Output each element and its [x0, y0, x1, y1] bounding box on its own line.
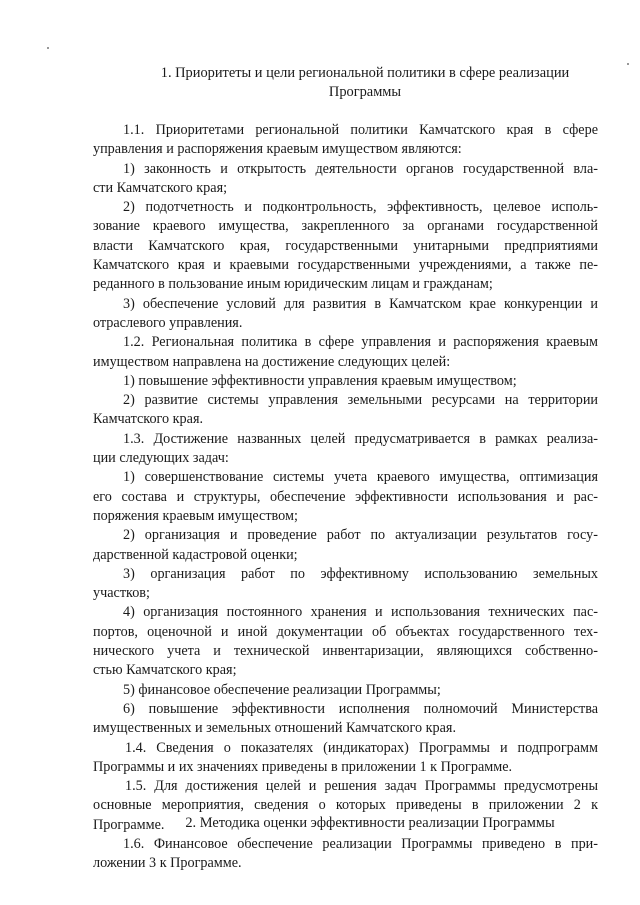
section-1-body [93, 121, 598, 874]
text-line: Камчатского края и краевыми государственными учреждениями, а также пе- [93, 257, 598, 274]
text-line: ложении 3 к Программе. [93, 855, 242, 872]
text-line: 1.5. Для достижения целей и решения задач Программы предусмотрены [125, 778, 598, 795]
text-line: Программе. [93, 816, 165, 833]
text-line: 3) обеспечение условий для развития в Камчатском крае конкуренции и [123, 295, 598, 312]
text-line: управления и распоряжения краевым имуществом являются: [93, 141, 462, 158]
text-line: Камчатского края. [93, 411, 204, 428]
scan-speck [47, 47, 49, 49]
text-line: реданного в пользование иным юридическим лицам и гражданам; [93, 276, 493, 293]
text-line: 2) подотчетность и подконтрольность, эффективность, целевое исполь- [123, 199, 598, 216]
text-line: ции следующих задач: [93, 450, 229, 467]
text-line: дарственной кадастровой оценки; [93, 546, 298, 563]
text-line: 1) законность и открытость деятельности органов государственной вла- [123, 160, 598, 177]
section-1-heading: 1. Приоритеты и цели региональной политики в сфере реализации Программы [160, 65, 570, 100]
text-line: стью Камчатского края; [93, 662, 237, 679]
text-line: 3) организация работ по эффективному использованию земельных [123, 565, 598, 582]
text-line: нического учета и технической инвентаризации, являющихся собственно- [93, 643, 598, 660]
text-line: 1.1. Приоритетами региональной политики Камчатского края в сфере [123, 122, 598, 138]
text-line: 2) развитие системы управления земельными ресурсами на территории [123, 392, 598, 409]
text-line: 1.2. Региональная политика в сфере управления и распоряжения краевым [123, 334, 598, 351]
scan-speck [627, 63, 629, 65]
text-line: 5) финансовое обеспечение реализации Программы; [123, 681, 441, 698]
text-line: 1) совершенствование системы учета краевого имущества, оптимизация [123, 469, 598, 486]
text-line: 6) повышение эффективности исполнения полномочий Министерства [123, 700, 598, 717]
text-line: 1.4. Сведения о показателях (индикаторах) Программы и подпрограмм [125, 739, 598, 756]
text-line: имущественных и земельных отношений Камчатского края. [93, 720, 456, 737]
text-line: Программы и их значениях приведены в приложении 1 к Программе. [93, 758, 513, 775]
text-line: поряжения краевым имуществом; [93, 507, 298, 524]
text-line: зование краевого имущества, закрепленного за органами государственной [93, 218, 598, 235]
text-line: его состава и структуры, обеспечение эффективности использования и рас- [93, 488, 598, 505]
text-line: 1.3. Достижение названных целей предусматривается в рамках реализа- [123, 430, 598, 447]
text-line: портов, оценочной и иной документации об объектах государственного тех- [93, 623, 598, 640]
text-line: основные мероприятия, сведения о которых приведены в приложении 2 к [93, 797, 598, 814]
text-line: имуществом направлена на достижение следующих целей: [93, 353, 451, 370]
text-line: 1) повышение эффективности управления краевым имуществом; [123, 372, 517, 389]
text-line: 2) организация и проведение работ по актуализации результатов госу- [123, 527, 598, 544]
text-line: сти Камчатского края; [93, 179, 228, 196]
text-line: власти Камчатского края, государственными унитарными предприятиями [93, 237, 598, 254]
section-2-heading: 2. Методика оценки эффективности реализации Программы [185, 815, 555, 831]
text-line: 4) организация постоянного хранения и использования технических пас- [123, 604, 598, 621]
text-line: 1.6. Финансовое обеспечение реализации Программы приведено в при- [123, 835, 598, 852]
text-line: отраслевого управления. [93, 314, 243, 331]
text-line: участков; [93, 585, 150, 602]
